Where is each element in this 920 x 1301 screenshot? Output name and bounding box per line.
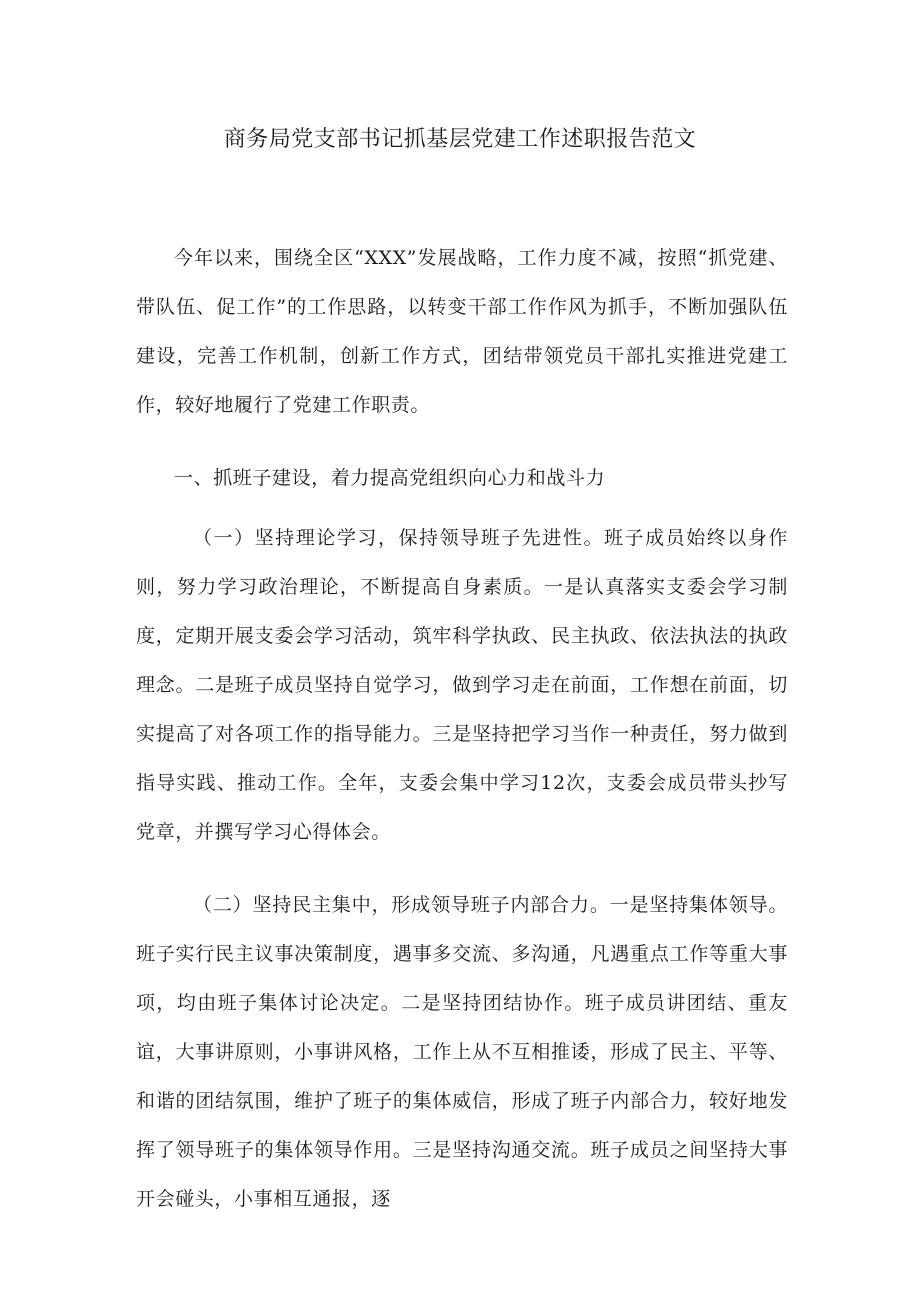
document-body (136, 234, 788, 1248)
document-title: 商务局党支部书记抓基层党建工作述职报告范文 (223, 127, 697, 152)
paragraph-subsection-2: （二）坚持民主集中，形成领导班子内部合力。一是坚持集体领导。班子实行民主议事决策制度，遇事多交流、多沟通，凡遇重点工作等重大事项，均由班子集体讨论决定。二是坚持团结协作。班子成员讲团结、重友谊，大事讲原则，小事讲风格，工作上从不互相推诿，形成了民主、平等、和谐的团结氛围，维护了班子的集体威信，形成了班子内部合力，较好地发挥了领导班子的集体领导作用。三是坚持沟通交流。班子成员之间坚持大事开会碰头，小事相互通报，逐 (136, 894, 788, 1210)
paragraph-intro: 今年以来，围绕全区“XXX”发展战略，工作力度不减，按照“抓党建、带队伍、促工作”的工作思路，以转变干部工作作风为抓手，不断加强队伍建设，完善工作机制，创新工作方式，团结带领党员干部扎实推进党建工作，较好地履行了党建工作职责。 (136, 247, 788, 416)
section-heading-1: 一、抓班子建设，着力提高党组织向心力和战斗力 (174, 467, 606, 489)
paragraph-subsection-1: （一）坚持理论学习，保持领导班子先进性。班子成员始终以身作则，努力学习政治理论，不断提高自身素质。一是认真落实支委会学习制度，定期开展支委会学习活动，筑牢科学执政、民主执政、依法执法的执政理念。二是班子成员坚持自觉学习，做到学习走在前面，工作想在前面，切实提高了对各项工作的指导能力。三是坚持把学习当作一种责任，努力做到指导实践、推动工作。全年，支委会集中学习12次，支委会成员带头抄写党章，并撰写学习心得体会。 (136, 527, 788, 843)
